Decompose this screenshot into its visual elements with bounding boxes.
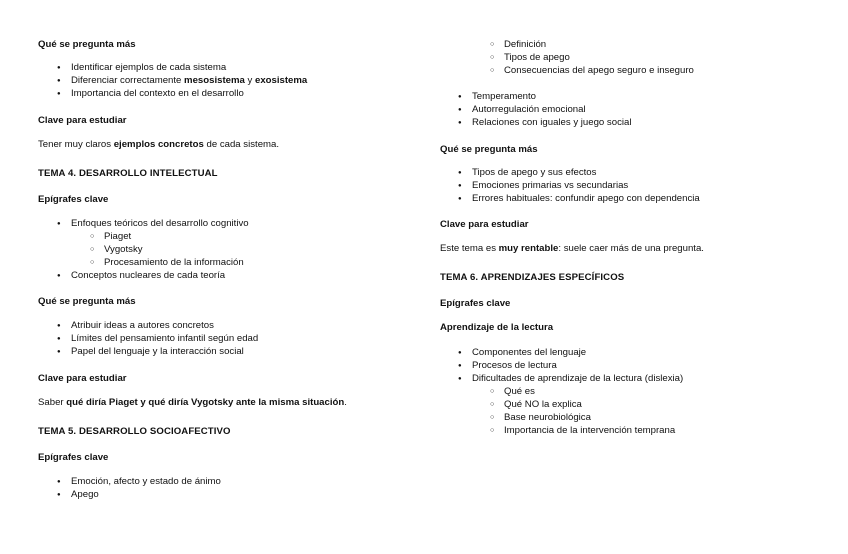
list-item: Consecuencias del apego seguro e inseguro xyxy=(504,65,694,76)
list-item: Definición xyxy=(504,39,547,50)
paragraph: Saber qué diría Piaget y qué diría Vygotsky ante la misma situación. xyxy=(38,397,347,408)
list-item: Identificar ejemplos de cada sistema xyxy=(71,62,227,73)
list-item: Importancia de la intervención temprana xyxy=(504,425,676,436)
bullet-icon xyxy=(57,218,61,228)
circle-bullet-icon xyxy=(490,65,494,75)
list-item: Componentes del lenguaje xyxy=(472,347,587,358)
paragraph: Este tema es muy rentable: suele caer más de una pregunta. xyxy=(440,243,704,254)
list-item: Límites del pensamiento infantil según edad xyxy=(71,333,259,344)
circle-bullet-icon xyxy=(490,39,494,49)
section-heading: Qué se pregunta más xyxy=(38,39,136,50)
list-item: Tipos de apego xyxy=(504,52,570,63)
list-item: Tipos de apego y sus efectos xyxy=(472,167,597,178)
circle-bullet-icon xyxy=(490,386,494,396)
circle-bullet-icon xyxy=(490,412,494,422)
section-heading: Clave para estudiar xyxy=(38,115,127,126)
circle-bullet-icon xyxy=(490,399,494,409)
paragraph: Tener muy claros ejemplos concretos de cada sistema. xyxy=(38,139,280,150)
list-item: Qué es xyxy=(504,386,535,397)
list-item: Papel del lenguaje y la interacción social xyxy=(71,346,244,357)
bullet-icon xyxy=(57,476,61,486)
circle-bullet-icon xyxy=(90,244,94,254)
list-item: Atribuir ideas a autores concretos xyxy=(71,320,214,331)
list-item: Procesos de lectura xyxy=(472,360,557,371)
section-heading: Qué se pregunta más xyxy=(38,296,136,307)
list-item: Procesamiento de la información xyxy=(104,257,244,268)
list-item: Emoción, afecto y estado de ánimo xyxy=(71,476,221,487)
list-item: Diferenciar correctamente mesosistema y exosistema xyxy=(71,75,308,86)
list-item: Importancia del contexto en el desarrollo xyxy=(71,88,244,99)
bullet-icon xyxy=(458,167,462,177)
bullet-icon xyxy=(57,333,61,343)
list-item: Relaciones con iguales y juego social xyxy=(472,117,632,128)
bullet-icon xyxy=(458,91,462,101)
list-item: Piaget xyxy=(104,231,132,242)
list-item: Autorregulación emocional xyxy=(472,104,586,115)
topic-title: TEMA 5. DESARROLLO SOCIOAFECTIVO xyxy=(38,426,231,437)
list-item: Dificultades de aprendizaje de la lectura (dislexia) xyxy=(472,373,684,384)
list-item: Errores habituales: confundir apego con dependencia xyxy=(472,193,700,204)
list-item: Qué NO la explica xyxy=(504,399,582,410)
bullet-icon xyxy=(458,360,462,370)
bullet-icon xyxy=(57,270,61,280)
section-heading: Epígrafes clave xyxy=(440,298,511,309)
list-item: Vygotsky xyxy=(104,244,143,255)
list-item: Apego xyxy=(71,489,99,500)
section-heading: Epígrafes clave xyxy=(38,452,109,463)
section-heading: Qué se pregunta más xyxy=(440,144,538,155)
bullet-icon xyxy=(458,193,462,203)
bullet-icon xyxy=(57,320,61,330)
circle-bullet-icon xyxy=(490,425,494,435)
list-item: Emociones primarias vs secundarias xyxy=(472,180,629,191)
bullet-icon xyxy=(57,62,61,72)
section-heading: Epígrafes clave xyxy=(38,194,109,205)
bullet-icon xyxy=(458,373,462,383)
topic-title: TEMA 6. APRENDIZAJES ESPECÍFICOS xyxy=(440,272,625,283)
subsection-heading: Aprendizaje de la lectura xyxy=(440,322,554,333)
section-heading: Clave para estudiar xyxy=(440,219,529,230)
bullet-icon xyxy=(458,117,462,127)
list-item: Enfoques teóricos del desarrollo cognitivo xyxy=(71,218,249,229)
bullet-icon xyxy=(57,88,61,98)
circle-bullet-icon xyxy=(490,52,494,62)
bullet-icon xyxy=(458,347,462,357)
list-item: Conceptos nucleares de cada teoría xyxy=(71,270,226,281)
section-heading: Clave para estudiar xyxy=(38,373,127,384)
bullet-icon xyxy=(57,489,61,499)
list-item: Base neurobiológica xyxy=(504,412,591,423)
topic-title: TEMA 4. DESARROLLO INTELECTUAL xyxy=(38,168,218,179)
list-item: Temperamento xyxy=(472,91,536,102)
bullet-icon xyxy=(458,180,462,190)
bullet-icon xyxy=(458,104,462,114)
bullet-icon xyxy=(57,75,61,85)
circle-bullet-icon xyxy=(90,231,94,241)
bullet-icon xyxy=(57,346,61,356)
circle-bullet-icon xyxy=(90,257,94,267)
